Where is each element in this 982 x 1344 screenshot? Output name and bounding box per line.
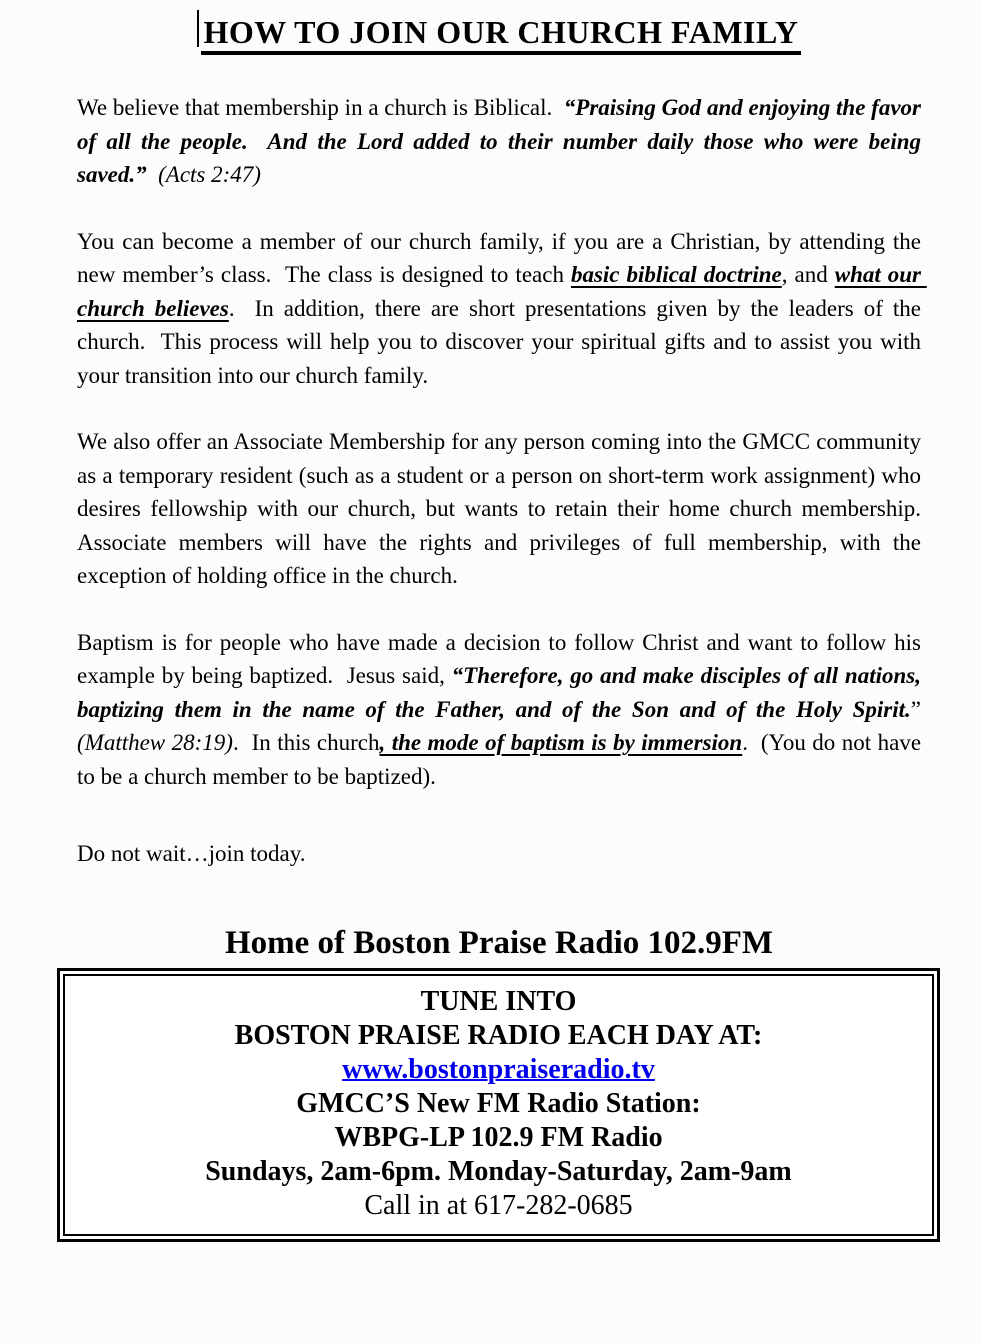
text-run: . In addition, there are short presentations given by the leaders of the church. This process will help you to discover your spiritual gifts and to assist you with your transition into our church family. — [77, 295, 927, 388]
paragraph-membership-biblical — [77, 91, 927, 192]
closing-line: Do not wait…join today. — [77, 841, 306, 866]
text-run: . (You do not have to be a church member to be baptized). — [77, 730, 927, 789]
radio-station-label: GMCC’S New FM Radio Station: — [296, 1087, 701, 1119]
paragraph-baptism — [77, 626, 927, 794]
paragraph-associate-membership — [77, 425, 933, 593]
radio-tune-into: TUNE INTO — [420, 985, 577, 1017]
radio-heading: Home of Boston Praise Radio 102.9FM — [224, 924, 774, 961]
text-run: basic biblical doctrine — [570, 262, 782, 287]
document-title: HOW TO JOIN OUR CHURCH FAMILY — [201, 15, 800, 55]
document-page — [77, 0, 933, 1242]
title-row — [77, 10, 921, 59]
text-run: , and — [781, 262, 835, 287]
text-run: ” — [910, 696, 927, 722]
text-run: (Acts 2:47) — [146, 162, 261, 187]
text-run: Baptism is for people who have made a decision to follow Christ and want to follow his example by being baptized. Jesus said, — [77, 629, 927, 688]
radio-website-row — [75, 1053, 922, 1087]
text-run: (Matthew 28:19) — [77, 730, 233, 755]
radio-info-box — [57, 968, 940, 1242]
radio-website-link[interactable]: www.bostonpraiseradio.tv — [342, 1053, 655, 1085]
radio-schedule: Sundays, 2am-6pm. Monday-Saturday, 2am-9am — [205, 1155, 792, 1187]
text-cursor — [197, 10, 199, 47]
radio-call-in: Call in at 617-282-0685 — [364, 1189, 633, 1221]
paragraph-new-member-class — [77, 225, 927, 393]
text-run: . In this church — [232, 730, 380, 755]
text-run: “Therefore, go and make disciples of all nations, baptizing them in the name of the Father, and of the Son and of the Holy Spirit. — [77, 663, 927, 722]
text-run: “Praising God and enjoying the favor of all the people. And the Lord added to their number daily those who were being saved.” — [77, 95, 927, 187]
text-run: We also offer an Associate Membership for any person coming into the GMCC community as a temporary resident (such as a student or a person on short-term work assignment) who desires fellowship with our church, but wants to retain their home church membership. Associate members will have the rights and privileges of full membership, with the exception of holding office in the church. — [77, 429, 933, 588]
text-run: , the mode of baptism is by immersion — [379, 730, 743, 755]
text-run: what our church believes — [77, 262, 927, 321]
text-run: We believe that membership in a church is Biblical. — [77, 95, 564, 120]
text-run: You can become a member of our church family, if you are a Christian, by attending the new member’s class. The class is designed to teach — [77, 228, 927, 287]
radio-station-name: WBPG-LP 102.9 FM Radio — [334, 1121, 663, 1153]
radio-each-day: BOSTON PRAISE RADIO EACH DAY AT: — [234, 1019, 763, 1051]
radio-info-box-inner — [63, 974, 934, 1236]
